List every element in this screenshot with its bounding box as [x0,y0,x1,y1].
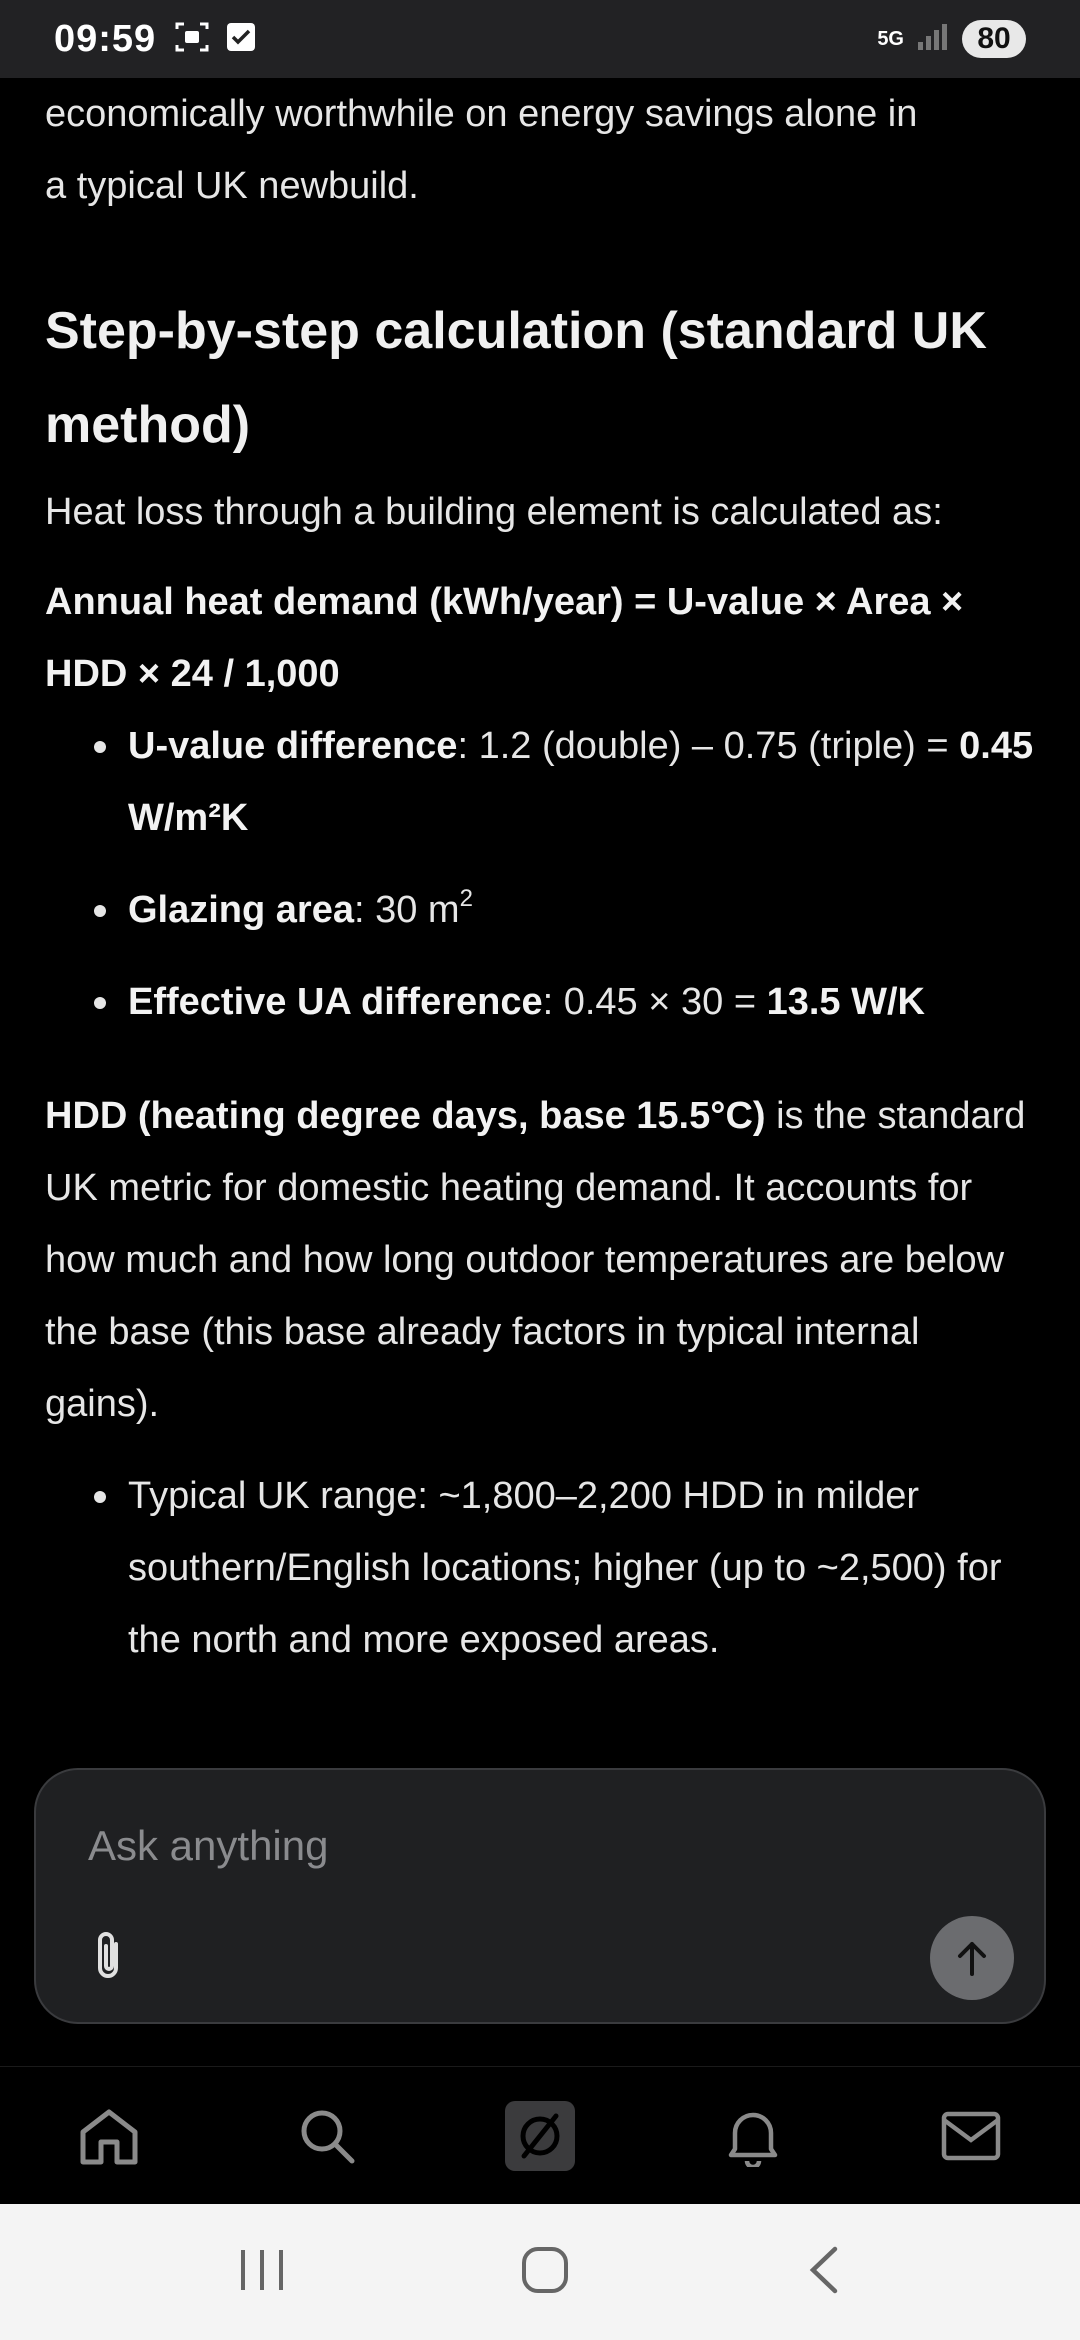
tab-search[interactable] [287,2096,367,2176]
battery-level: 80 [962,20,1026,58]
calculation-list [45,710,1035,1038]
back-icon [803,2245,843,2295]
messages-icon [940,2110,1002,2162]
arrow-up-icon [950,1936,994,1980]
grok-icon [514,2110,566,2162]
network-5g-icon: 5G [877,28,904,50]
home-nav-button[interactable] [521,2246,569,2299]
search-icon [297,2106,357,2166]
tab-notifications[interactable] [713,2096,793,2176]
ask-input[interactable] [88,1814,948,1878]
tab-grok[interactable] [505,2101,575,2171]
list-item: Glazing area: 30 $m^2$ [128,874,1035,946]
tab-bar [0,2066,1080,2204]
hdd-paragraph: HDD (heating degree days, base 15.5°C) is the standard UK metric for domestic heating demand. It accounts for how much and how long outdoor temperatures are below the base (this base already factors in typical internal gains). [45,1095,1026,1425]
chat-response [0,78,1080,1768]
system-nav-bar [0,2204,1080,2340]
intro-line-2: a typical UK newbuild. [45,165,419,207]
tab-home[interactable] [69,2096,149,2176]
heat-loss-text: Heat loss through a building element is calculated as: [45,491,943,533]
list-item: Typical UK range: ~1,800–2,200 HDD in milder southern/English locations; higher (up to ~2,500) for the north and more exposed areas. [128,1460,1035,1676]
formula: Annual heat demand (kWh/year) = U-value × Area × HDD × 24 / 1,000 [45,581,964,695]
signal-icon [916,22,950,57]
status-bar [0,0,1080,78]
recent-apps-button[interactable] [237,2248,287,2297]
content-fade [0,1700,1080,1770]
checkbox-notification-icon [226,22,256,57]
intro-text [45,78,1035,222]
back-button[interactable] [803,2245,843,2300]
range-list [45,1460,1035,1676]
home-circle-icon [521,2246,569,2294]
section-heading: Step-by-step calculation (standard UK method) [45,302,987,454]
recent-apps-icon [237,2248,287,2292]
paperclip-icon[interactable] [86,1928,134,1986]
list-item: Effective UA difference: 0.45 × 30 = 13.5 W/K [128,966,1035,1038]
composer [34,1768,1046,2024]
status-time: 09:59 [54,17,157,60]
notifications-icon [725,2105,781,2167]
send-button[interactable] [930,1916,1014,2000]
screenshot-icon [174,21,210,58]
intro-line-1: economically worthwhile on energy savings alone in [45,93,918,135]
list-item: U-value difference: 1.2 (double) – 0.75 (triple) = 0.45 W/m²K [128,710,1035,854]
tab-messages[interactable] [931,2096,1011,2176]
home-icon [77,2106,141,2166]
